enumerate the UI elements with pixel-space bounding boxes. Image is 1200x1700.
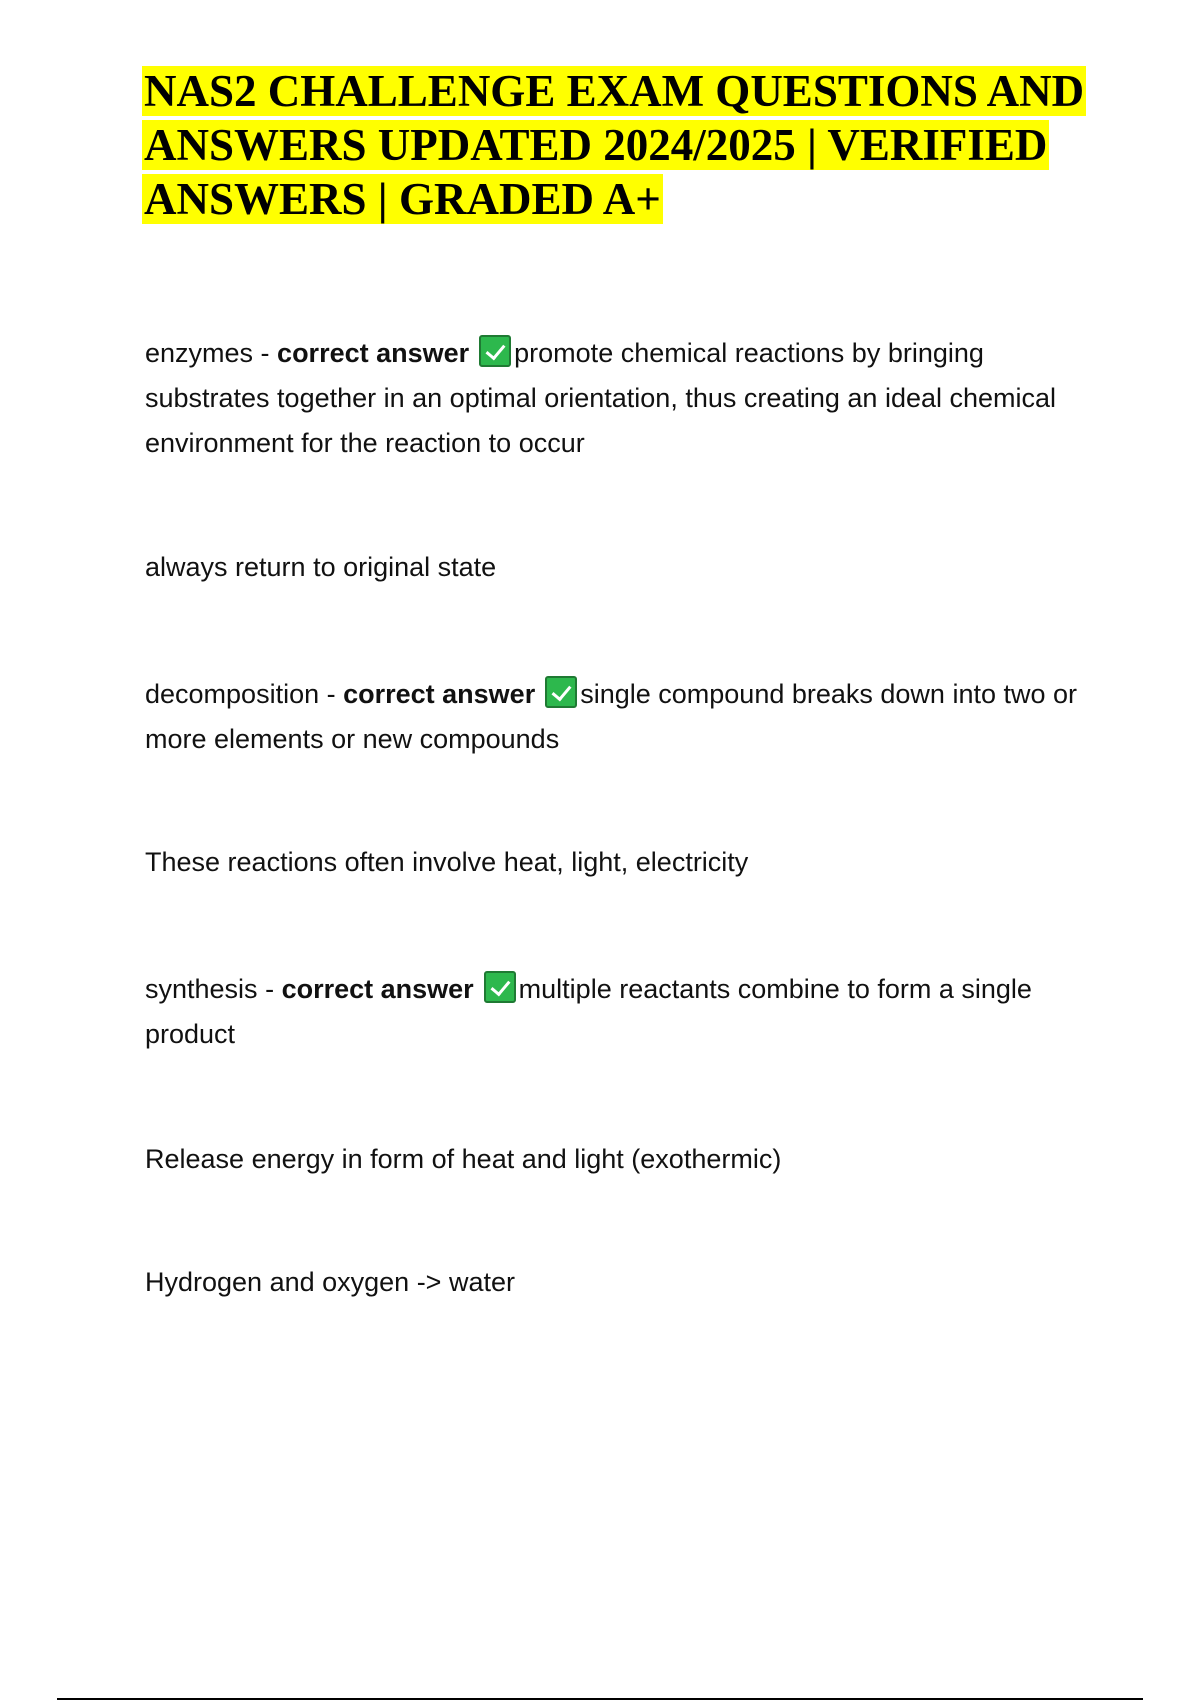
note-text: Hydrogen and oxygen -> water <box>145 1267 515 1297</box>
correct-answer-label: correct answer <box>343 679 536 709</box>
entry-answer: promote chemical reactions by bringing substrates together in an optimal orientation, thus creating an ideal chemical environment for the reaction to occur <box>145 338 1057 458</box>
note-entry <box>145 1137 1085 1182</box>
green-checkmark-icon <box>479 335 511 367</box>
correct-answer-label: correct answer <box>281 974 474 1004</box>
note-text: These reactions often involve heat, light, electricity <box>145 847 749 877</box>
note-entry <box>145 1260 1085 1305</box>
entry-answer: multiple reactants combine to form a single product <box>145 974 1032 1049</box>
entry-separator: - <box>253 338 278 368</box>
qa-entry-synthesis <box>145 967 1085 1057</box>
entry-term: decomposition <box>145 679 320 709</box>
entry-term: enzymes <box>145 338 254 368</box>
entry-answer: single compound breaks down into two or more elements or new compounds <box>145 679 1078 754</box>
green-checkmark-icon <box>484 971 516 1003</box>
green-checkmark-icon <box>545 676 577 708</box>
qa-entry-enzymes <box>145 331 1085 466</box>
entry-separator: - <box>257 974 282 1004</box>
note-entry <box>145 840 1085 885</box>
note-text: Release energy in form of heat and light (exothermic) <box>145 1144 782 1174</box>
entry-separator: - <box>319 679 344 709</box>
correct-answer-label: correct answer <box>277 338 470 368</box>
qa-entry-decomposition <box>145 672 1085 762</box>
note-text: always return to original state <box>145 552 497 582</box>
note-entry <box>145 545 1085 590</box>
entry-term: synthesis <box>145 974 258 1004</box>
document-title <box>142 64 1152 226</box>
document-title-text: NAS2 CHALLENGE EXAM QUESTIONS AND ANSWERS UPDATED 2024/2025 | VERIFIED ANSWERS | GRADED A+ <box>144 66 1085 224</box>
